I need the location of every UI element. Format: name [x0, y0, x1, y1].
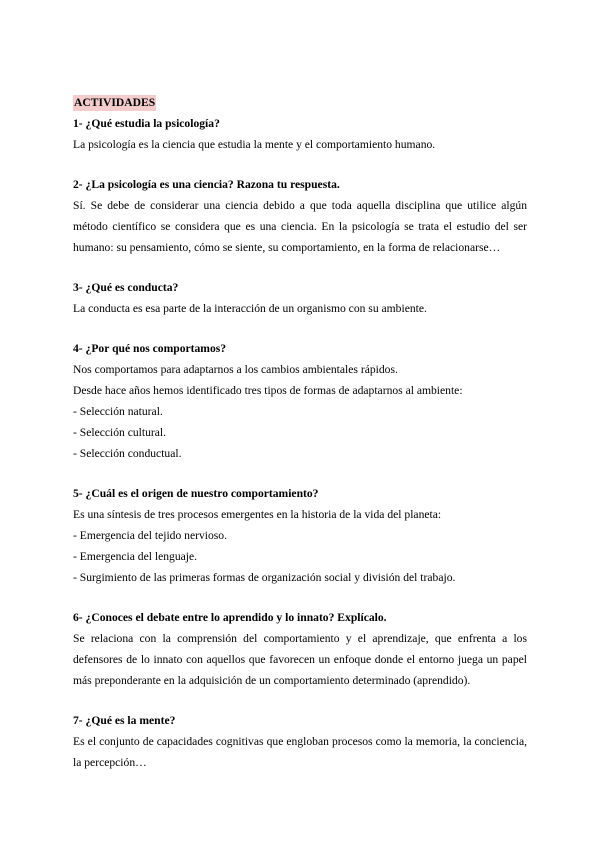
- answer-3: La conducta es esa parte de la interacción de un organismo con su ambiente.: [73, 302, 427, 315]
- question-7: 7- ¿Qué es la mente?: [73, 714, 176, 727]
- section-5: [73, 483, 527, 588]
- question-4: 4- ¿Por qué nos comportamos?: [73, 342, 227, 355]
- section-1: [73, 113, 527, 155]
- section-6: [73, 607, 527, 691]
- answer-4-line: Desde hace años hemos identificado tres tipos de formas de adaptarnos al ambiente:: [73, 384, 463, 397]
- answer-6: Se relaciona con la comprensión del comportamiento y el aprendizaje, que enfrenta a los defensores de lo innato con aquellos que favorecen un enfoque donde el entorno juega un papel más preponderante en la adquisición de un comportamiento determinado (aprendido).: [73, 632, 527, 687]
- section-gap: [73, 258, 527, 277]
- section-2: [73, 174, 527, 258]
- answer-2: Sí. Se debe de considerar una ciencia debido a que toda aquella disciplina que utilice algún método científico se considera que es una ciencia. En la psicología se trata el estudio del ser humano: su pensamiento, cómo se siente, su comportamiento, en la forma de relacionarse…: [73, 199, 527, 254]
- question-2: 2- ¿La psicología es una ciencia? Razona tu respuesta.: [73, 178, 340, 191]
- document-page: [73, 92, 527, 773]
- list-item: - Emergencia del lenguaje.: [73, 550, 198, 563]
- answer-5-line: Es una síntesis de tres procesos emergentes en la historia de la vida del planeta:: [73, 508, 442, 521]
- section-7: [73, 710, 527, 773]
- section-gap: [73, 155, 527, 174]
- section-4: [73, 338, 527, 464]
- answer-4-line: Nos comportamos para adaptarnos a los cambios ambientales rápidos.: [73, 363, 398, 376]
- question-1: 1- ¿Qué estudia la psicología?: [73, 117, 220, 130]
- question-5: 5- ¿Cuál es el origen de nuestro comportamiento?: [73, 487, 319, 500]
- list-item: - Emergencia del tejido nervioso.: [73, 529, 227, 542]
- section-3: [73, 277, 527, 319]
- section-gap: [73, 464, 527, 483]
- question-3: 3- ¿Qué es conducta?: [73, 281, 179, 294]
- section-gap: [73, 588, 527, 607]
- list-item: - Selección conductual.: [73, 447, 182, 460]
- section-gap: [73, 691, 527, 710]
- section-gap: [73, 319, 527, 338]
- answer-1: La psicología es la ciencia que estudia la mente y el comportamiento humano.: [73, 138, 436, 151]
- list-item: - Selección cultural.: [73, 426, 167, 439]
- list-item: - Surgimiento de las primeras formas de organización social y división del trabajo.: [73, 571, 456, 584]
- list-item: - Selección natural.: [73, 405, 163, 418]
- answer-7: Es el conjunto de capacidades cognitivas que engloban procesos como la memoria, la conciencia, la percepción…: [73, 735, 527, 769]
- page-title: ACTIVIDADES: [74, 96, 156, 109]
- question-6: 6- ¿Conoces el debate entre lo aprendido y lo innato? Explícalo.: [73, 611, 387, 624]
